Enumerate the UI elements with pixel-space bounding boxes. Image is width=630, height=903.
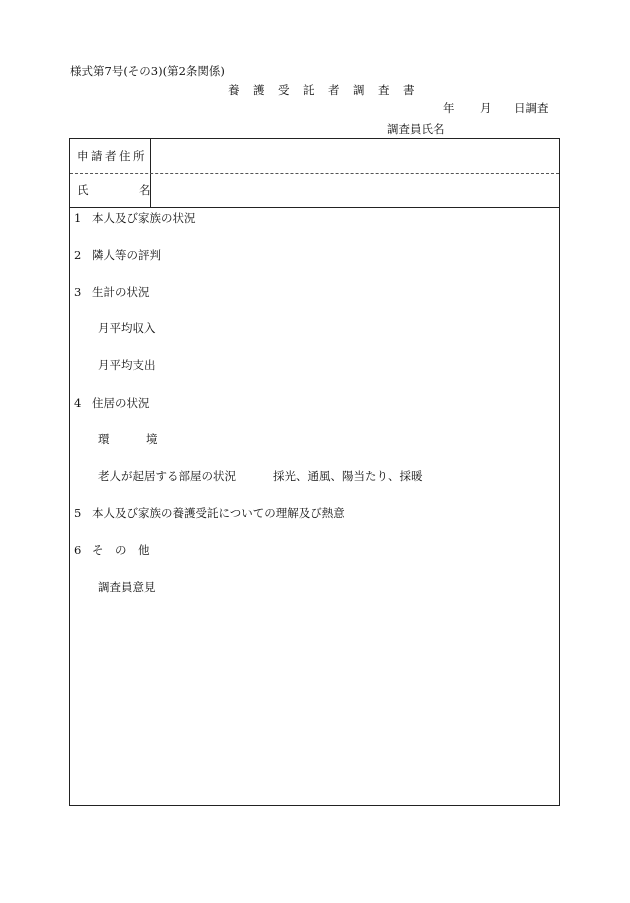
sub-item-label: 老人が起居する部屋の状況 — [98, 469, 236, 483]
investigator-name-label: 調査員氏名 — [387, 122, 445, 136]
item-label: 生計の状況 — [92, 285, 150, 299]
header-bottom-divider — [70, 207, 559, 208]
survey-date-row — [0, 103, 630, 117]
item-number: 4 — [74, 396, 82, 410]
item-housing — [70, 398, 550, 412]
sub-monthly-expense — [70, 360, 550, 374]
applicant-address-label: 申請者住所 — [77, 149, 147, 163]
item-number: 5 — [74, 506, 82, 520]
form-number: 様式第7号(その3)(第2条関係) — [70, 64, 225, 78]
item-livelihood — [70, 287, 550, 301]
year-label: 年 — [443, 101, 455, 115]
item-number: 6 — [74, 543, 82, 557]
sub-item-label: 調査員意見 — [98, 580, 156, 594]
room-condition-details: 採光、通風、陽当たり、採暖 — [273, 469, 423, 483]
item-family-situation — [70, 213, 550, 227]
item-understanding-enthusiasm — [70, 508, 550, 522]
sub-item-label: 月平均支出 — [98, 358, 156, 372]
item-neighbor-reputation — [70, 250, 550, 264]
sub-environment — [70, 434, 550, 448]
name-label-part-1: 氏 — [77, 183, 89, 197]
sub-item-label-part-1: 環 — [98, 432, 110, 446]
month-label: 月 — [480, 101, 492, 115]
item-number: 1 — [74, 211, 82, 225]
survey-form-frame — [69, 138, 560, 806]
day-survey-label: 日調査 — [514, 101, 549, 115]
item-label: 本人及び家族の状況 — [92, 211, 196, 225]
document-title: 養護受託者調査書 — [228, 83, 428, 97]
row-divider-dashed — [70, 173, 559, 174]
sub-room-condition — [70, 471, 550, 485]
item-label: そ の 他 — [92, 543, 150, 557]
item-number: 3 — [74, 285, 82, 299]
name-label-part-2: 名 — [139, 183, 151, 197]
sub-monthly-income — [70, 323, 550, 337]
item-number: 2 — [74, 248, 82, 262]
sub-item-label: 月平均収入 — [98, 321, 156, 335]
item-label: 本人及び家族の養護受託についての理解及び熱意 — [92, 506, 345, 520]
sub-investigator-opinion — [70, 582, 550, 596]
item-label: 住居の状況 — [92, 396, 150, 410]
sub-item-label-part-2: 境 — [146, 432, 158, 446]
item-label: 隣人等の評判 — [92, 248, 161, 262]
item-other — [70, 545, 550, 559]
